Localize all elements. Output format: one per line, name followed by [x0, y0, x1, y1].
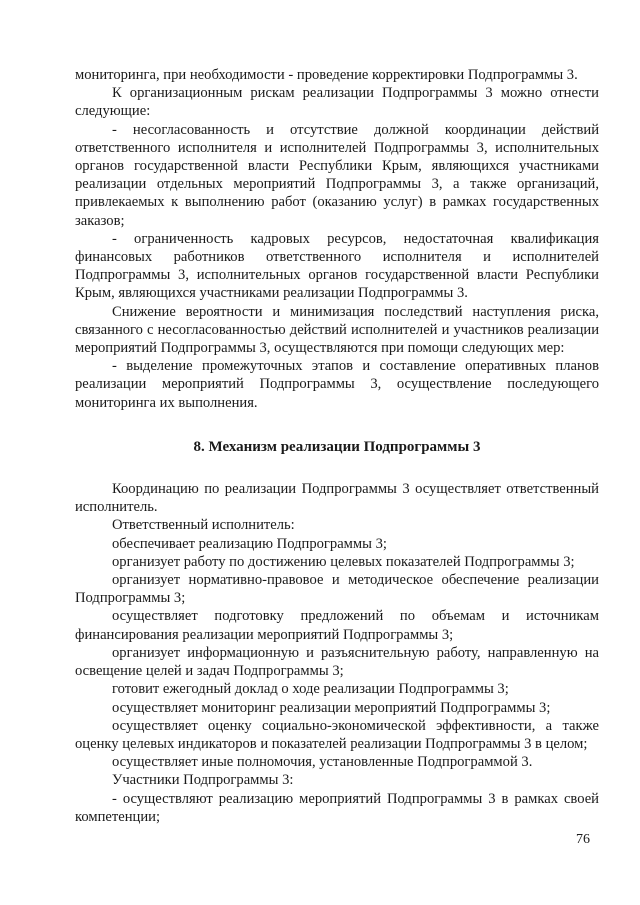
section-heading: 8. Механизм реализации Подпрограммы 3 — [193, 438, 481, 455]
paragraph: мониторинга, при необходимости - проведение корректировки Подпрограммы 3. — [75, 67, 578, 83]
page-content — [75, 66, 599, 826]
paragraph: Участники Подпрограммы 3: — [112, 772, 294, 789]
paragraph: Координацию по реализации Подпрограммы 3 осуществляет ответственный исполнитель. — [75, 481, 599, 516]
paragraph: осуществляет подготовку предложений по объемам и источникам финансирования реализации мероприятий Подпрограммы 3; — [75, 608, 599, 643]
risk-section-text — [75, 66, 599, 412]
mechanism-section-text — [75, 480, 599, 826]
paragraph: осуществляет иные полномочия, установленные Подпрограммой 3. — [112, 754, 533, 771]
paragraph: - несогласованность и отсутствие должной координации действий ответственного исполнителя и исполнителей Подпрограммы 3, исполнительных органов государственной власти Республики Крым, являющихся участниками реализации отдельных мероприятий Подпрограммы 3, а также организаций, привлекаемых к выполнению работ (оказанию услуг) в рамках государственных заказов; — [75, 121, 599, 229]
paragraph: - осуществляют реализацию мероприятий Подпрограммы 3 в рамках своей компетенции; — [75, 790, 599, 825]
paragraph: К организационным рискам реализации Подпрограммы 3 можно отнести следующие: — [75, 85, 599, 120]
paragraph: осуществляет оценку социально-экономической эффективности, а также оценку целевых индикаторов и показателей реализации Подпрограммы 3 в целом; — [75, 717, 599, 752]
paragraph: организует нормативно-правовое и методическое обеспечение реализации Подпрограммы 3; — [75, 572, 599, 607]
paragraph: Снижение вероятности и минимизация последствий наступления риска, связанного с несогласованностью действий исполнителей и участников реализации мероприятий Подпрограммы 3, осуществляются при помощи следующих мер: — [75, 303, 599, 357]
paragraph: - выделение промежуточных этапов и составление оперативных планов реализации мероприятий Подпрограммы 3, осуществление последующего мониторинга их выполнения. — [75, 358, 599, 411]
paragraph: Ответственный исполнитель: — [112, 517, 295, 534]
paragraph: готовит ежегодный доклад о ходе реализации Подпрограммы 3; — [112, 681, 509, 698]
page-number: 76 — [576, 832, 590, 847]
paragraph: обеспечивает реализацию Подпрограммы 3; — [112, 535, 387, 552]
paragraph: осуществляет мониторинг реализации мероприятий Подпрограммы 3; — [112, 699, 551, 716]
paragraph: - ограниченность кадровых ресурсов, недостаточная квалификация финансовых работников ответственного исполнителя и исполнителей Подпрограммы 3, исполнительных органов государственной власти Республики Крым, являющихся участниками реализации Подпрограммы 3. — [75, 230, 599, 302]
paragraph: организует работу по достижению целевых показателей Подпрограммы 3; — [112, 553, 575, 570]
paragraph: организует информационную и разъяснительную работу, направленную на освещение целей и задач Подпрограммы 3; — [75, 644, 599, 680]
